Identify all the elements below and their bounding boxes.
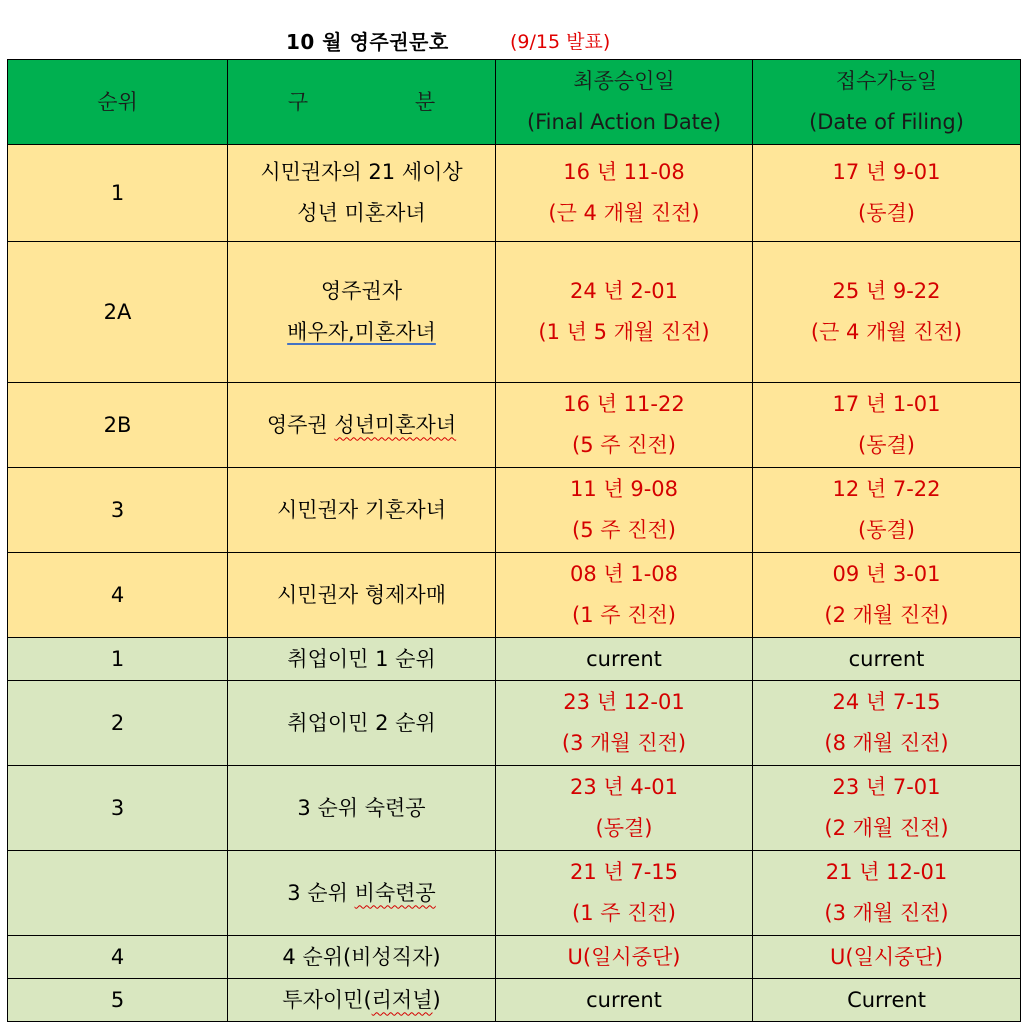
final-action-change: (1 주 진전) bbox=[572, 603, 676, 627]
category-cell bbox=[228, 145, 496, 242]
category-line: 영주권자 bbox=[320, 279, 403, 303]
date-of-filing-cell: Current bbox=[753, 979, 1021, 1022]
table-row bbox=[8, 936, 1021, 979]
category-line: ) bbox=[432, 987, 441, 1012]
final-action-date: 16 년 11-22 bbox=[563, 392, 685, 416]
header-final-action bbox=[496, 60, 753, 145]
category-line: 영주권 bbox=[266, 412, 335, 437]
rank-cell: 5 bbox=[8, 979, 228, 1022]
final-action-cell bbox=[496, 468, 753, 553]
final-action-change: (근 4 개월 진전) bbox=[548, 201, 700, 225]
date-of-filing-cell bbox=[753, 553, 1021, 638]
filing-date: 17 년 9-01 bbox=[832, 160, 941, 184]
category-cell: 취업이민 2 순위 bbox=[228, 681, 496, 766]
header-filing-en: (Date of Filing) bbox=[809, 110, 964, 134]
table-row bbox=[8, 638, 1021, 681]
header-rank: 순위 bbox=[8, 60, 228, 145]
title-main: 10 월 영주권문호 bbox=[286, 30, 449, 54]
rank-cell: 1 bbox=[8, 145, 228, 242]
final-action-change: (1 년 5 개월 진전) bbox=[538, 320, 710, 344]
category-cell: 4 순위(비성직자) bbox=[228, 936, 496, 979]
final-action-cell bbox=[496, 383, 753, 468]
table-row bbox=[8, 468, 1021, 553]
header-row bbox=[8, 60, 1021, 145]
rank-cell: 1 bbox=[8, 638, 228, 681]
rank-cell: 4 bbox=[8, 553, 228, 638]
filing-date: 24 년 7-15 bbox=[832, 690, 941, 714]
final-action-cell: U(일시중단) bbox=[496, 936, 753, 979]
category-cell bbox=[228, 979, 496, 1022]
category-cell bbox=[228, 383, 496, 468]
filing-date: 17 년 1-01 bbox=[832, 392, 941, 416]
visa-bulletin-table bbox=[7, 59, 1021, 1022]
final-action-date: 23 년 12-01 bbox=[563, 690, 685, 714]
category-line: 3 순위 bbox=[287, 880, 355, 905]
category-cell: 3 순위 숙련공 bbox=[228, 766, 496, 851]
rank-cell: 3 bbox=[8, 766, 228, 851]
table-row bbox=[8, 553, 1021, 638]
filing-date: 23 년 7-01 bbox=[832, 775, 941, 799]
category-cell: 시민권자 기혼자녀 bbox=[228, 468, 496, 553]
final-action-change: (1 주 진전) bbox=[572, 901, 676, 925]
category-line-wrap bbox=[228, 312, 495, 353]
table-row bbox=[8, 851, 1021, 936]
category-line: 시민권자의 21 세이상 bbox=[260, 160, 463, 184]
final-action-date: 24 년 2-01 bbox=[569, 279, 679, 303]
table-row bbox=[8, 383, 1021, 468]
filing-change: (3 개월 진전) bbox=[824, 901, 949, 925]
filing-change: (8 개월 진전) bbox=[824, 731, 949, 755]
category-line-misspelled: 리저널 bbox=[371, 987, 433, 1012]
rank-cell: 4 bbox=[8, 936, 228, 979]
date-of-filing-cell bbox=[753, 766, 1021, 851]
final-action-cell bbox=[496, 681, 753, 766]
final-action-cell bbox=[496, 145, 753, 242]
date-of-filing-cell bbox=[753, 145, 1021, 242]
rank-cell: 2A bbox=[8, 242, 228, 383]
date-of-filing-cell: U(일시중단) bbox=[753, 936, 1021, 979]
filing-change: (2 개월 진전) bbox=[824, 603, 949, 627]
final-action-cell bbox=[496, 766, 753, 851]
filing-date: 25 년 9-22 bbox=[832, 279, 941, 303]
date-of-filing-cell bbox=[753, 468, 1021, 553]
rank-cell bbox=[8, 851, 228, 936]
table-row bbox=[8, 979, 1021, 1022]
table-row bbox=[8, 242, 1021, 383]
table-row bbox=[8, 766, 1021, 851]
filing-change: (근 4 개월 진전) bbox=[810, 320, 963, 344]
category-cell: 시민권자 형제자매 bbox=[228, 553, 496, 638]
header-date-of-filing bbox=[753, 60, 1021, 145]
final-action-change: (5 주 진전) bbox=[572, 433, 676, 457]
filing-date: 09 년 3-01 bbox=[832, 562, 941, 586]
rank-cell: 3 bbox=[8, 468, 228, 553]
header-final-ko: 최종승인일 bbox=[573, 69, 675, 93]
filing-change: (동결) bbox=[858, 518, 915, 542]
category-line-misspelled: 성년미혼자녀 bbox=[334, 412, 457, 437]
date-of-filing-cell bbox=[753, 383, 1021, 468]
final-action-date: 16 년 11-08 bbox=[563, 160, 685, 184]
filing-change: (동결) bbox=[858, 201, 915, 225]
header-category: 구 분 bbox=[228, 60, 496, 145]
category-cell bbox=[228, 242, 496, 383]
date-of-filing-cell bbox=[753, 242, 1021, 383]
final-action-date: 21 년 7-15 bbox=[569, 860, 679, 884]
page-title bbox=[0, 26, 1026, 56]
filing-change: (동결) bbox=[858, 433, 915, 457]
final-action-cell bbox=[496, 851, 753, 936]
final-action-cell bbox=[496, 553, 753, 638]
date-of-filing-cell bbox=[753, 851, 1021, 936]
final-action-date: 08 년 1-08 bbox=[569, 562, 679, 586]
title-announcement-date: (9/15 발표) bbox=[510, 31, 611, 53]
date-of-filing-cell: current bbox=[753, 638, 1021, 681]
rank-cell: 2B bbox=[8, 383, 228, 468]
date-of-filing-cell bbox=[753, 681, 1021, 766]
filing-change: (2 개월 진전) bbox=[824, 816, 949, 840]
category-line-misspelled: 비숙련공 bbox=[354, 880, 436, 905]
filing-date: 21 년 12-01 bbox=[825, 860, 948, 884]
filing-date: 12 년 7-22 bbox=[832, 477, 941, 501]
final-action-change: (5 주 진전) bbox=[572, 518, 676, 542]
final-action-date: 11 년 9-08 bbox=[569, 477, 679, 501]
header-filing-ko: 접수가능일 bbox=[835, 69, 938, 93]
table-row bbox=[8, 145, 1021, 242]
final-action-change: (동결) bbox=[595, 816, 653, 840]
final-action-cell: current bbox=[496, 638, 753, 681]
final-action-cell: current bbox=[496, 979, 753, 1022]
category-line: 성년 미혼자녀 bbox=[297, 201, 426, 225]
rank-cell: 2 bbox=[8, 681, 228, 766]
header-final-en: (Final Action Date) bbox=[526, 110, 722, 134]
final-action-cell bbox=[496, 242, 753, 383]
category-line: 배우자,미혼자녀 bbox=[287, 320, 436, 344]
final-action-change: (3 개월 진전) bbox=[561, 731, 687, 755]
category-cell bbox=[228, 851, 496, 936]
table-row bbox=[8, 681, 1021, 766]
category-cell: 취업이민 1 순위 bbox=[228, 638, 496, 681]
category-line: 투자이민( bbox=[282, 987, 372, 1012]
final-action-date: 23 년 4-01 bbox=[569, 775, 679, 799]
